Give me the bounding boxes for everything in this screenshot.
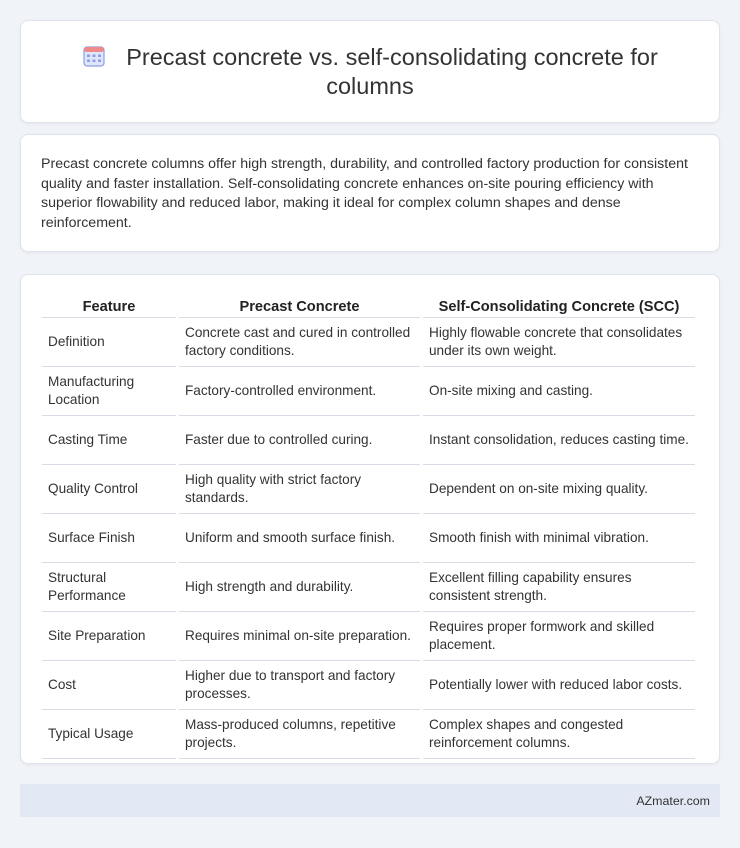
table-row: [42, 661, 695, 710]
row-feature: Quality Control: [42, 465, 176, 514]
row-feature: Manufacturing Location: [42, 367, 176, 416]
row-precast: Requires minimal on-site preparation.: [179, 612, 420, 661]
row-feature: Cost: [42, 661, 176, 710]
row-precast: Higher due to transport and factory processes.: [179, 661, 420, 710]
page-title-wrap: [60, 43, 680, 101]
header-scc: Self-Consolidating Concrete (SCC): [423, 293, 695, 318]
row-scc: Requires proper formwork and skilled placement.: [423, 612, 695, 661]
summary-text: Precast concrete columns offer high strength, durability, and controlled factory production for consistent quality and faster installation. Self-consolidating concrete enhances on-site pouring efficiency with superior flowability and reduced labor, making it ideal for complex column shapes and dense reinforcement.: [41, 156, 688, 231]
row-scc: On-site mixing and casting.: [423, 367, 695, 416]
row-scc: Excellent filling capability ensures consistent strength.: [423, 563, 695, 612]
row-feature: Surface Finish: [42, 514, 176, 563]
table-row: [42, 416, 695, 465]
row-scc: Potentially lower with reduced labor costs.: [423, 661, 695, 710]
table-row: [42, 318, 695, 367]
table-row: [42, 612, 695, 661]
row-precast: Mass-produced columns, repetitive projects.: [179, 710, 420, 759]
table-row: [42, 465, 695, 514]
summary-card: [20, 134, 720, 252]
footer-brand: AZmater.com: [636, 793, 710, 808]
row-scc: Dependent on on-site mixing quality.: [423, 465, 695, 514]
row-precast: Factory-controlled environment.: [179, 367, 420, 416]
table-row: [42, 563, 695, 612]
row-scc: Highly flowable concrete that consolidates under its own weight.: [423, 318, 695, 367]
header-precast: Precast Concrete: [179, 293, 420, 318]
row-feature: Definition: [42, 318, 176, 367]
row-scc: Smooth finish with minimal vibration.: [423, 514, 695, 563]
row-precast: High quality with strict factory standards.: [179, 465, 420, 514]
title-card: [20, 20, 720, 123]
calendar-grid-icon: [82, 44, 106, 68]
header-feature: Feature: [42, 293, 176, 318]
row-precast: Concrete cast and cured in controlled factory conditions.: [179, 318, 420, 367]
page-title: Precast concrete vs. self-consolidating concrete for columns: [126, 43, 658, 99]
table-row: [42, 710, 695, 759]
table-row: [42, 514, 695, 563]
row-precast: Faster due to controlled curing.: [179, 416, 420, 465]
row-feature: Structural Performance: [42, 563, 176, 612]
table-row: [42, 367, 695, 416]
row-precast: High strength and durability.: [179, 563, 420, 612]
comparison-table-card: [20, 274, 720, 764]
row-precast: Uniform and smooth surface finish.: [179, 514, 420, 563]
row-feature: Casting Time: [42, 416, 176, 465]
table-header-row: [42, 293, 695, 318]
row-feature: Typical Usage: [42, 710, 176, 759]
row-feature: Site Preparation: [42, 612, 176, 661]
comparison-table: [39, 293, 698, 759]
row-scc: Instant consolidation, reduces casting time.: [423, 416, 695, 465]
row-scc: Complex shapes and congested reinforcement columns.: [423, 710, 695, 759]
footer-bar: [20, 784, 720, 817]
